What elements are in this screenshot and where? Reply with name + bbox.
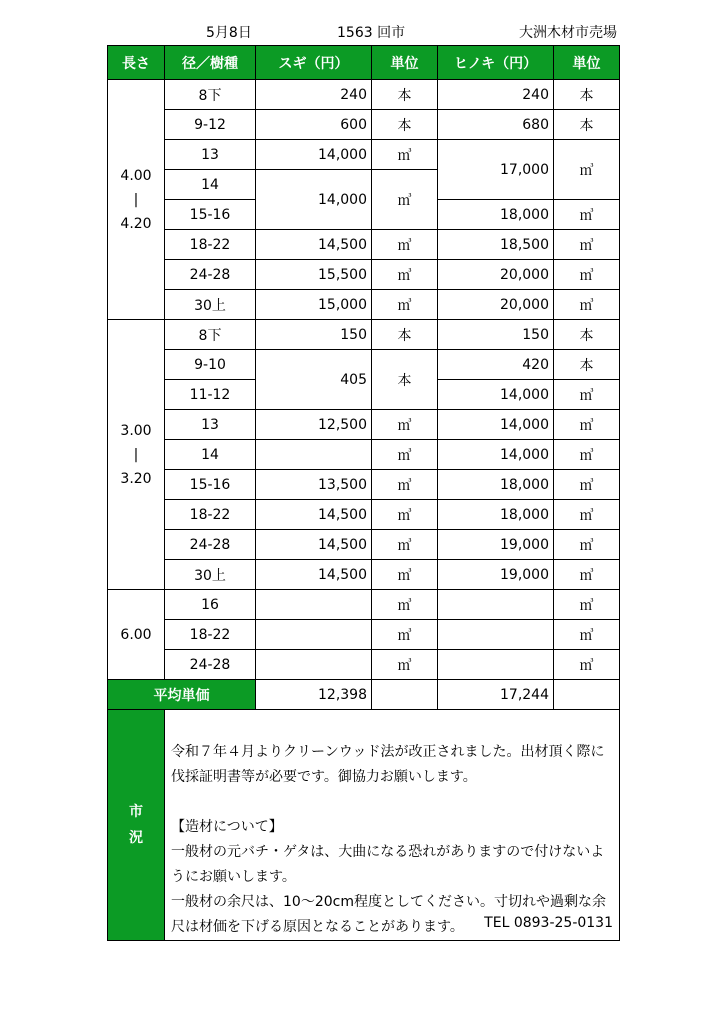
diameter-cell: 13 <box>165 140 256 170</box>
unit-cell: ㎥ <box>554 230 620 260</box>
diameter-cell: 24-28 <box>165 530 256 560</box>
hinoki-price: 20,000 <box>438 290 554 320</box>
unit-cell: ㎥ <box>554 620 620 650</box>
diameter-cell: 8下 <box>165 320 256 350</box>
table-row <box>108 110 620 140</box>
unit-cell <box>372 680 438 710</box>
diameter-cell: 18-22 <box>165 230 256 260</box>
hinoki-price: 14,000 <box>438 410 554 440</box>
average-hinoki: 17,244 <box>438 680 554 710</box>
unit-cell: ㎥ <box>372 560 438 590</box>
auction-session: 1563 回市 <box>337 25 406 41</box>
sugi-price: 14,500 <box>256 500 372 530</box>
hinoki-price: 18,000 <box>438 500 554 530</box>
length-cell: 3.00 | 3.20 <box>108 320 165 590</box>
diameter-cell: 11-12 <box>165 380 256 410</box>
table-row <box>108 80 620 110</box>
unit-cell: ㎥ <box>554 440 620 470</box>
col-unit-hinoki: 単位 <box>554 46 620 80</box>
auction-date: 5月8日 <box>206 25 252 41</box>
unit-cell: ㎥ <box>372 650 438 680</box>
telephone: TEL 0893-25-0131 <box>484 915 613 931</box>
diameter-cell: 16 <box>165 590 256 620</box>
table-row <box>108 530 620 560</box>
sugi-price <box>256 590 372 620</box>
hinoki-price <box>438 590 554 620</box>
unit-cell: 本 <box>554 80 620 110</box>
table-row <box>108 140 620 170</box>
unit-cell: 本 <box>372 110 438 140</box>
sugi-price <box>256 650 372 680</box>
table-row <box>108 650 620 680</box>
diameter-cell: 13 <box>165 410 256 440</box>
col-length: 長さ <box>108 46 165 80</box>
table-row <box>108 320 620 350</box>
hinoki-price: 420 <box>438 350 554 380</box>
hinoki-price: 20,000 <box>438 260 554 290</box>
table-row <box>108 290 620 320</box>
unit-cell: ㎥ <box>372 590 438 620</box>
table-header-row <box>108 46 620 80</box>
diameter-cell: 14 <box>165 440 256 470</box>
table-row <box>108 350 620 380</box>
sugi-price: 240 <box>256 80 372 110</box>
market-notes <box>165 710 620 941</box>
col-diameter: 径／樹種 <box>165 46 256 80</box>
sugi-price: 14,500 <box>256 530 372 560</box>
note-title: 【造材について】 <box>171 819 283 835</box>
unit-cell: 本 <box>372 320 438 350</box>
unit-cell: 本 <box>554 350 620 380</box>
table-row <box>108 260 620 290</box>
average-label: 平均単価 <box>108 680 256 710</box>
note-line: 一般材の元バチ・ゲタは、大曲になる恐れがありますので付けないようにお願いします。 <box>171 844 605 885</box>
unit-cell: ㎥ <box>372 500 438 530</box>
price-table <box>107 45 620 941</box>
unit-cell: ㎥ <box>554 260 620 290</box>
diameter-cell: 30上 <box>165 560 256 590</box>
unit-cell: 本 <box>372 350 438 410</box>
unit-cell: ㎥ <box>554 590 620 620</box>
diameter-cell: 15-16 <box>165 200 256 230</box>
unit-cell: ㎥ <box>372 290 438 320</box>
unit-cell: 本 <box>554 110 620 140</box>
diameter-cell: 9-10 <box>165 350 256 380</box>
sugi-price: 14,000 <box>256 170 372 230</box>
unit-cell: ㎥ <box>372 170 438 230</box>
table-row <box>108 470 620 500</box>
diameter-cell: 24-28 <box>165 650 256 680</box>
unit-cell: ㎥ <box>554 140 620 200</box>
unit-cell: 本 <box>372 80 438 110</box>
table-row <box>108 560 620 590</box>
hinoki-price: 18,500 <box>438 230 554 260</box>
note-line: 一般材の余尺は、10～20cm程度としてください。寸切れや過剰な余尺は材価を下げる原因となることがあります。 <box>171 894 606 935</box>
hinoki-price: 240 <box>438 80 554 110</box>
sugi-price: 14,500 <box>256 230 372 260</box>
table-row <box>108 230 620 260</box>
unit-cell: ㎥ <box>372 260 438 290</box>
market-notes-row <box>108 710 620 941</box>
sugi-price: 15,000 <box>256 290 372 320</box>
diameter-cell: 9-12 <box>165 110 256 140</box>
unit-cell <box>554 680 620 710</box>
market-name: 大洲木材市売場 <box>519 25 617 41</box>
hinoki-price: 150 <box>438 320 554 350</box>
diameter-cell: 18-22 <box>165 620 256 650</box>
market-conditions-label: 市 況 <box>108 710 165 941</box>
unit-cell: ㎥ <box>372 620 438 650</box>
unit-cell: ㎥ <box>554 530 620 560</box>
hinoki-price: 14,000 <box>438 380 554 410</box>
unit-cell: ㎥ <box>372 470 438 500</box>
diameter-cell: 15-16 <box>165 470 256 500</box>
diameter-cell: 18-22 <box>165 500 256 530</box>
unit-cell: ㎥ <box>554 200 620 230</box>
sugi-price <box>256 440 372 470</box>
table-row <box>108 410 620 440</box>
unit-cell: ㎥ <box>554 470 620 500</box>
sugi-price: 12,500 <box>256 410 372 440</box>
unit-cell: ㎥ <box>554 290 620 320</box>
hinoki-price <box>438 650 554 680</box>
length-cell: 6.00 <box>108 590 165 680</box>
sugi-price: 405 <box>256 350 372 410</box>
table-row <box>108 440 620 470</box>
hinoki-price <box>438 620 554 650</box>
hinoki-price: 19,000 <box>438 530 554 560</box>
col-sugi: スギ（円） <box>256 46 372 80</box>
hinoki-price: 19,000 <box>438 560 554 590</box>
sugi-price <box>256 620 372 650</box>
sugi-price: 150 <box>256 320 372 350</box>
unit-cell: ㎥ <box>372 440 438 470</box>
diameter-cell: 8下 <box>165 80 256 110</box>
table-row <box>108 500 620 530</box>
unit-cell: ㎥ <box>554 650 620 680</box>
diameter-cell: 30上 <box>165 290 256 320</box>
unit-cell: ㎥ <box>554 560 620 590</box>
sugi-price: 14,000 <box>256 140 372 170</box>
sugi-price: 14,500 <box>256 560 372 590</box>
col-hinoki: ヒノキ（円） <box>438 46 554 80</box>
unit-cell: ㎥ <box>554 380 620 410</box>
unit-cell: ㎥ <box>554 410 620 440</box>
table-row <box>108 620 620 650</box>
unit-cell: ㎥ <box>554 500 620 530</box>
col-unit-sugi: 単位 <box>372 46 438 80</box>
table-row <box>108 590 620 620</box>
diameter-cell: 14 <box>165 170 256 200</box>
note-cleanwood: 令和７年４月よりクリーンウッド法が改正されました。出材頂く際に伐採証明書等が必要です。御協力お願いします。 <box>171 744 605 785</box>
unit-cell: 本 <box>554 320 620 350</box>
unit-cell: ㎥ <box>372 530 438 560</box>
average-row <box>108 680 620 710</box>
sugi-price: 600 <box>256 110 372 140</box>
hinoki-price: 17,000 <box>438 140 554 200</box>
hinoki-price: 18,000 <box>438 470 554 500</box>
hinoki-price: 680 <box>438 110 554 140</box>
sugi-price: 13,500 <box>256 470 372 500</box>
hinoki-price: 14,000 <box>438 440 554 470</box>
average-sugi: 12,398 <box>256 680 372 710</box>
unit-cell: ㎥ <box>372 230 438 260</box>
unit-cell: ㎥ <box>372 140 438 170</box>
diameter-cell: 24-28 <box>165 260 256 290</box>
hinoki-price: 18,000 <box>438 200 554 230</box>
unit-cell: ㎥ <box>372 410 438 440</box>
length-cell: 4.00 | 4.20 <box>108 80 165 320</box>
sugi-price: 15,500 <box>256 260 372 290</box>
